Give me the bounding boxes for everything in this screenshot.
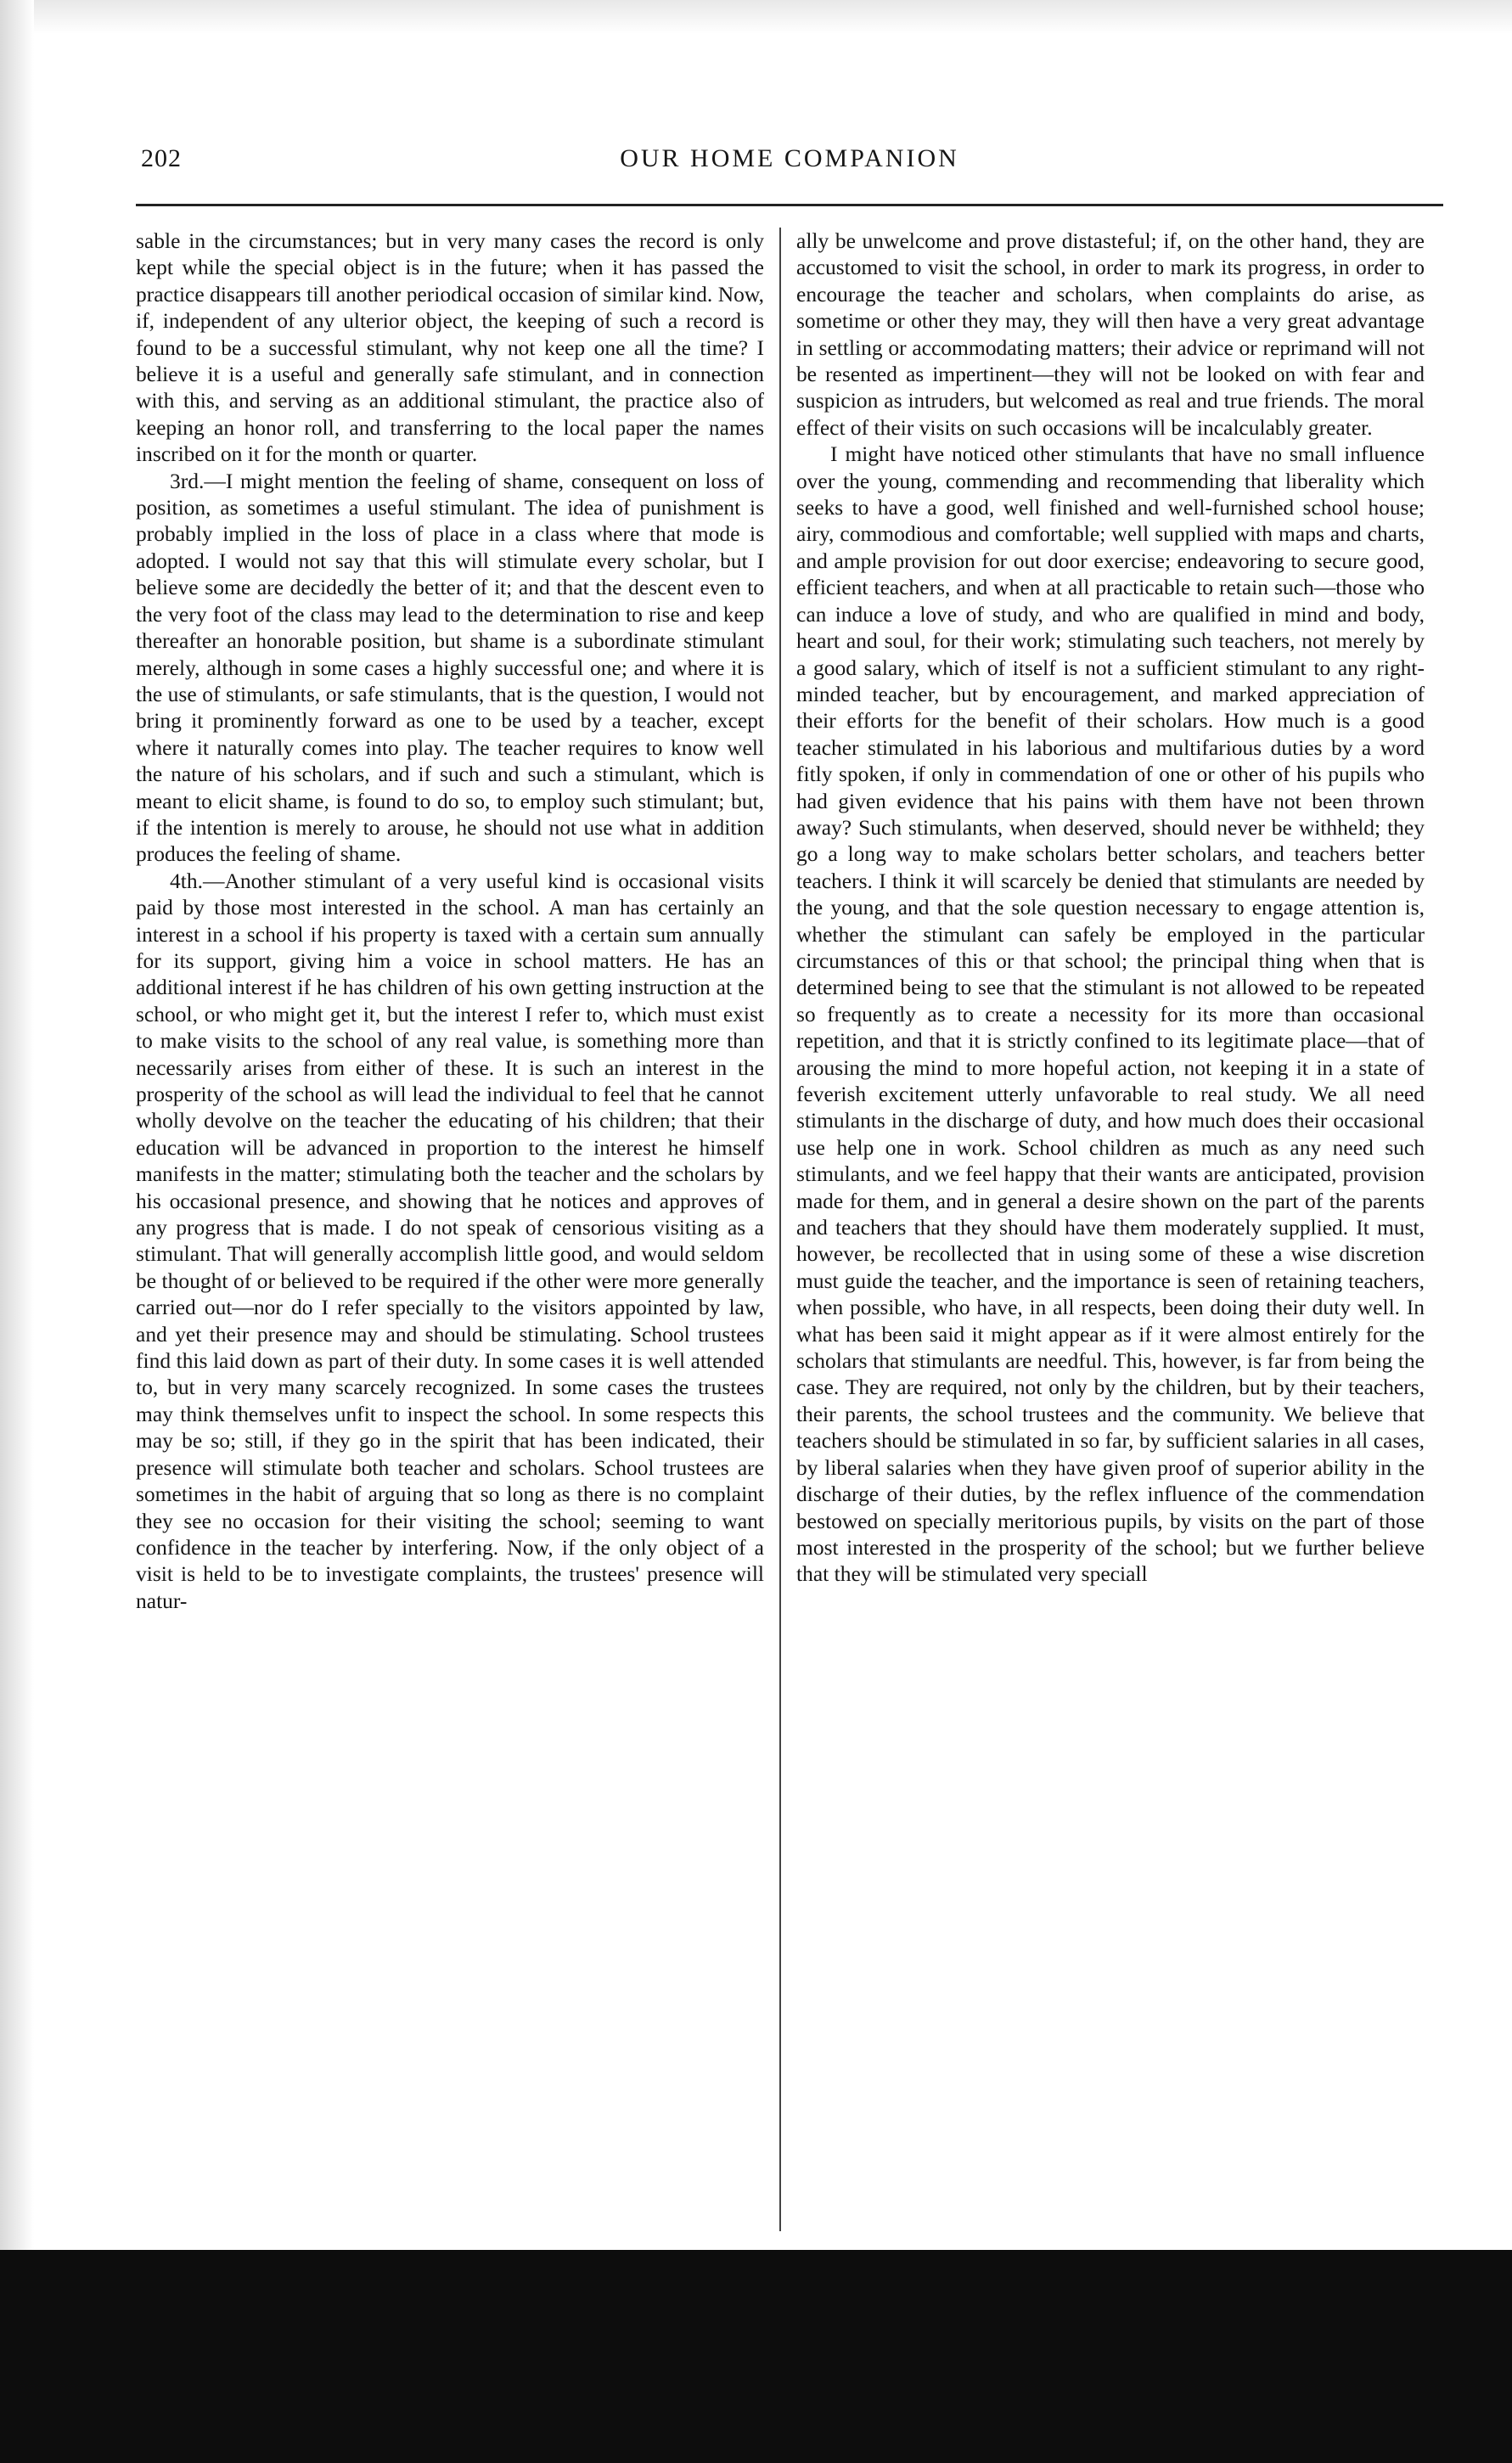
scan-left-edge [0,0,34,2463]
paragraph: sable in the circumstances; but in very many cases the record is only kept while the special object is in the future; when it has passed the practice disappears till another periodical occasion of similar kind. Now, if, independent of any ulterior object, the keeping of such a record is found to be a successful stimulant, why not keep one all the time? I believe it is a useful and generally safe stimulant, and in connection with this, and serving as an additional stimulant, the practice also of keeping an honor roll, and transferring to the local paper the names inscribed on it for the month or quarter. [136,228,764,467]
page [136,119,1443,2241]
page-header [136,119,1443,187]
running-title: OUR HOME COMPANION [620,144,959,172]
paragraph: I might have noticed other stimulants that have no small influence over the young, commending and recommending that liberality which seeks to have a good, well finished and well-furnished school house; airy, commodious and comfortable; well supplied with maps and charts, and ample provision for out door exercise; endeavoring to secure good, efficient teachers, and when at all practicable to retain such—those who can induce a love of study, and who are qualified in mind and body, heart and soul, for their work; stimulating such teachers, not merely by a good salary, which of itself is not a sufficient stimulant to any right-minded teacher, but by encouragement, and marked appreciation of their efforts for the benefit of their scholars. How much is a good teacher stimulated in his laborious and multifarious duties by a word fitly spoken, if only in commendation of one or other of his pupils who had given evidence that his pains with them have not been thrown away? Such stimulants, when deserved, should never be withheld; they go a long way to make scholars better scholars, and teachers better teachers. I think it will scarcely be denied that stimulants are needed by the young, and that the sole question necessary to engage attention is, whether the stimulant can safely be employed in the particular circumstances of this or that school; the principal thing when that is determined being to see that the stimulant is not allowed to be repeated so frequently as to create a necessity for its more than occasional repetition, and that it is strictly confined to its legitimate place—that of arousing the mind to more hopeful action, not keeping it in a state of feverish excitement utterly unfavorable to real study. We all need stimulants in the discharge of duty, and how much does their occasional use help one in work. School children as much as any need such stimulants, and we feel happy that their wants are anticipated, provision made for them, and in general a desire shown on the part of the parents and teachers that they should have them moderately supplied. It must, however, be recollected that in using some of these a wise discretion must guide the teacher, and the importance is seen of retaining teachers, when possible, who have, in all respects, been doing their duty well. In what has been said it might appear as if it were almost entirely for the scholars that stimulants are needful. This, however, is far from being the case. They are required, not only by the children, but by their teachers, their parents, the school trustees and the community. We believe that teachers should be stimulated in so far, by sufficient salaries in all cases, by liberal salaries when they have given proof of superior ability in the discharge of their duties, by the reflex influence of the commendation bestowed on specially meritorious pupils, by visits on the part of those most interested in the prosperity of the school; but we further believe that they will be stimulated very speciall [796,441,1425,1587]
scan-bottom-border [0,2250,1512,2463]
paragraph: ally be unwelcome and prove distasteful; if, on the other hand, they are accustomed to visit the school, in order to mark its progress, in order to encourage the teacher and scholars, when complaints do arise, as sometime or other they may, they will then have a very great advantage in settling or accommodating matters; their advice or reprimand will not be resented as impertinent—they will not be looked on with fear and suspicion as intruders, but welcomed as real and true friends. The moral effect of their visits on such occasions will be incalculably greater. [796,228,1425,440]
column-divider [779,228,781,2231]
paragraph: 3rd.—I might mention the feeling of shame, consequent on loss of position, as sometimes a useful stimulant. The idea of punishment is probably implied in the loss of place in a class where that mode is adopted. I would not say that this will stimulate every scholar, but I believe some are decidedly the better of it; and that the descent even to the very foot of the class may lead to the determination to rise and keep thereafter an honorable position, but shame is a subordinate stimulant merely, although in some cases a highly successful one; and where it is the use of stimulants, or safe stimulants, that is the question, I would not bring it prominently forward as one to be used by a teacher, except where it naturally comes into play. The teacher requires to know well the nature of his scholars, and if such and such a stimulant, which is meant to elicit shame, is found to do so, to employ such stimulant; but, if the intention is merely to arouse, he should not use what in addition produces the feeling of shame. [136,468,764,867]
page-number: 202 [141,144,182,172]
left-column [136,228,764,2231]
header-rule [136,204,1443,206]
scan-top-edge [0,0,1512,34]
right-column [796,228,1425,2231]
paragraph: 4th.—Another stimulant of a very useful kind is occasional visits paid by those most interested in the school. A man has certainly an interest in a school if his property is taxed with a certain sum annually for its support, giving him a voice in school matters. He has an additional interest if he has children of his own getting instruction at the school, or who might get it, but the interest I refer to, which must exist to make visits to the school of any real value, is something more than necessarily arises from either of these. It is such an interest in the prosperity of the school as will lead the individual to feel that he cannot wholly devolve on the teacher the educating of his children; that their education will be advanced in proportion to the interest he himself manifests in the matter; stimulating both the teacher and the scholars by his occasional presence, and showing that he notices and approves of any progress that is made. I do not speak of censorious visiting as a stimulant. That will generally accomplish little good, and would seldom be thought of or believed to be required if the other were more generally carried out—nor do I refer specially to the visitors appointed by law, and yet their presence may and should be stimulating. School trustees find this laid down as part of their duty. In some cases it is well attended to, but in very many scarcely recognized. In some cases the trustees may think themselves unfit to inspect the school. In some respects this may be so; still, if they go in the spirit that has been indicated, their presence will stimulate both teacher and scholars. School trustees are sometimes in the habit of arguing that so long as there is no complaint they see no occasion for their visiting the school; seeming to want confidence in the teacher by interfering. Now, if the only object of a visit is held to be to investigate complaints, the trustees' presence will natur- [136,868,764,1613]
text-columns [136,228,1443,2231]
